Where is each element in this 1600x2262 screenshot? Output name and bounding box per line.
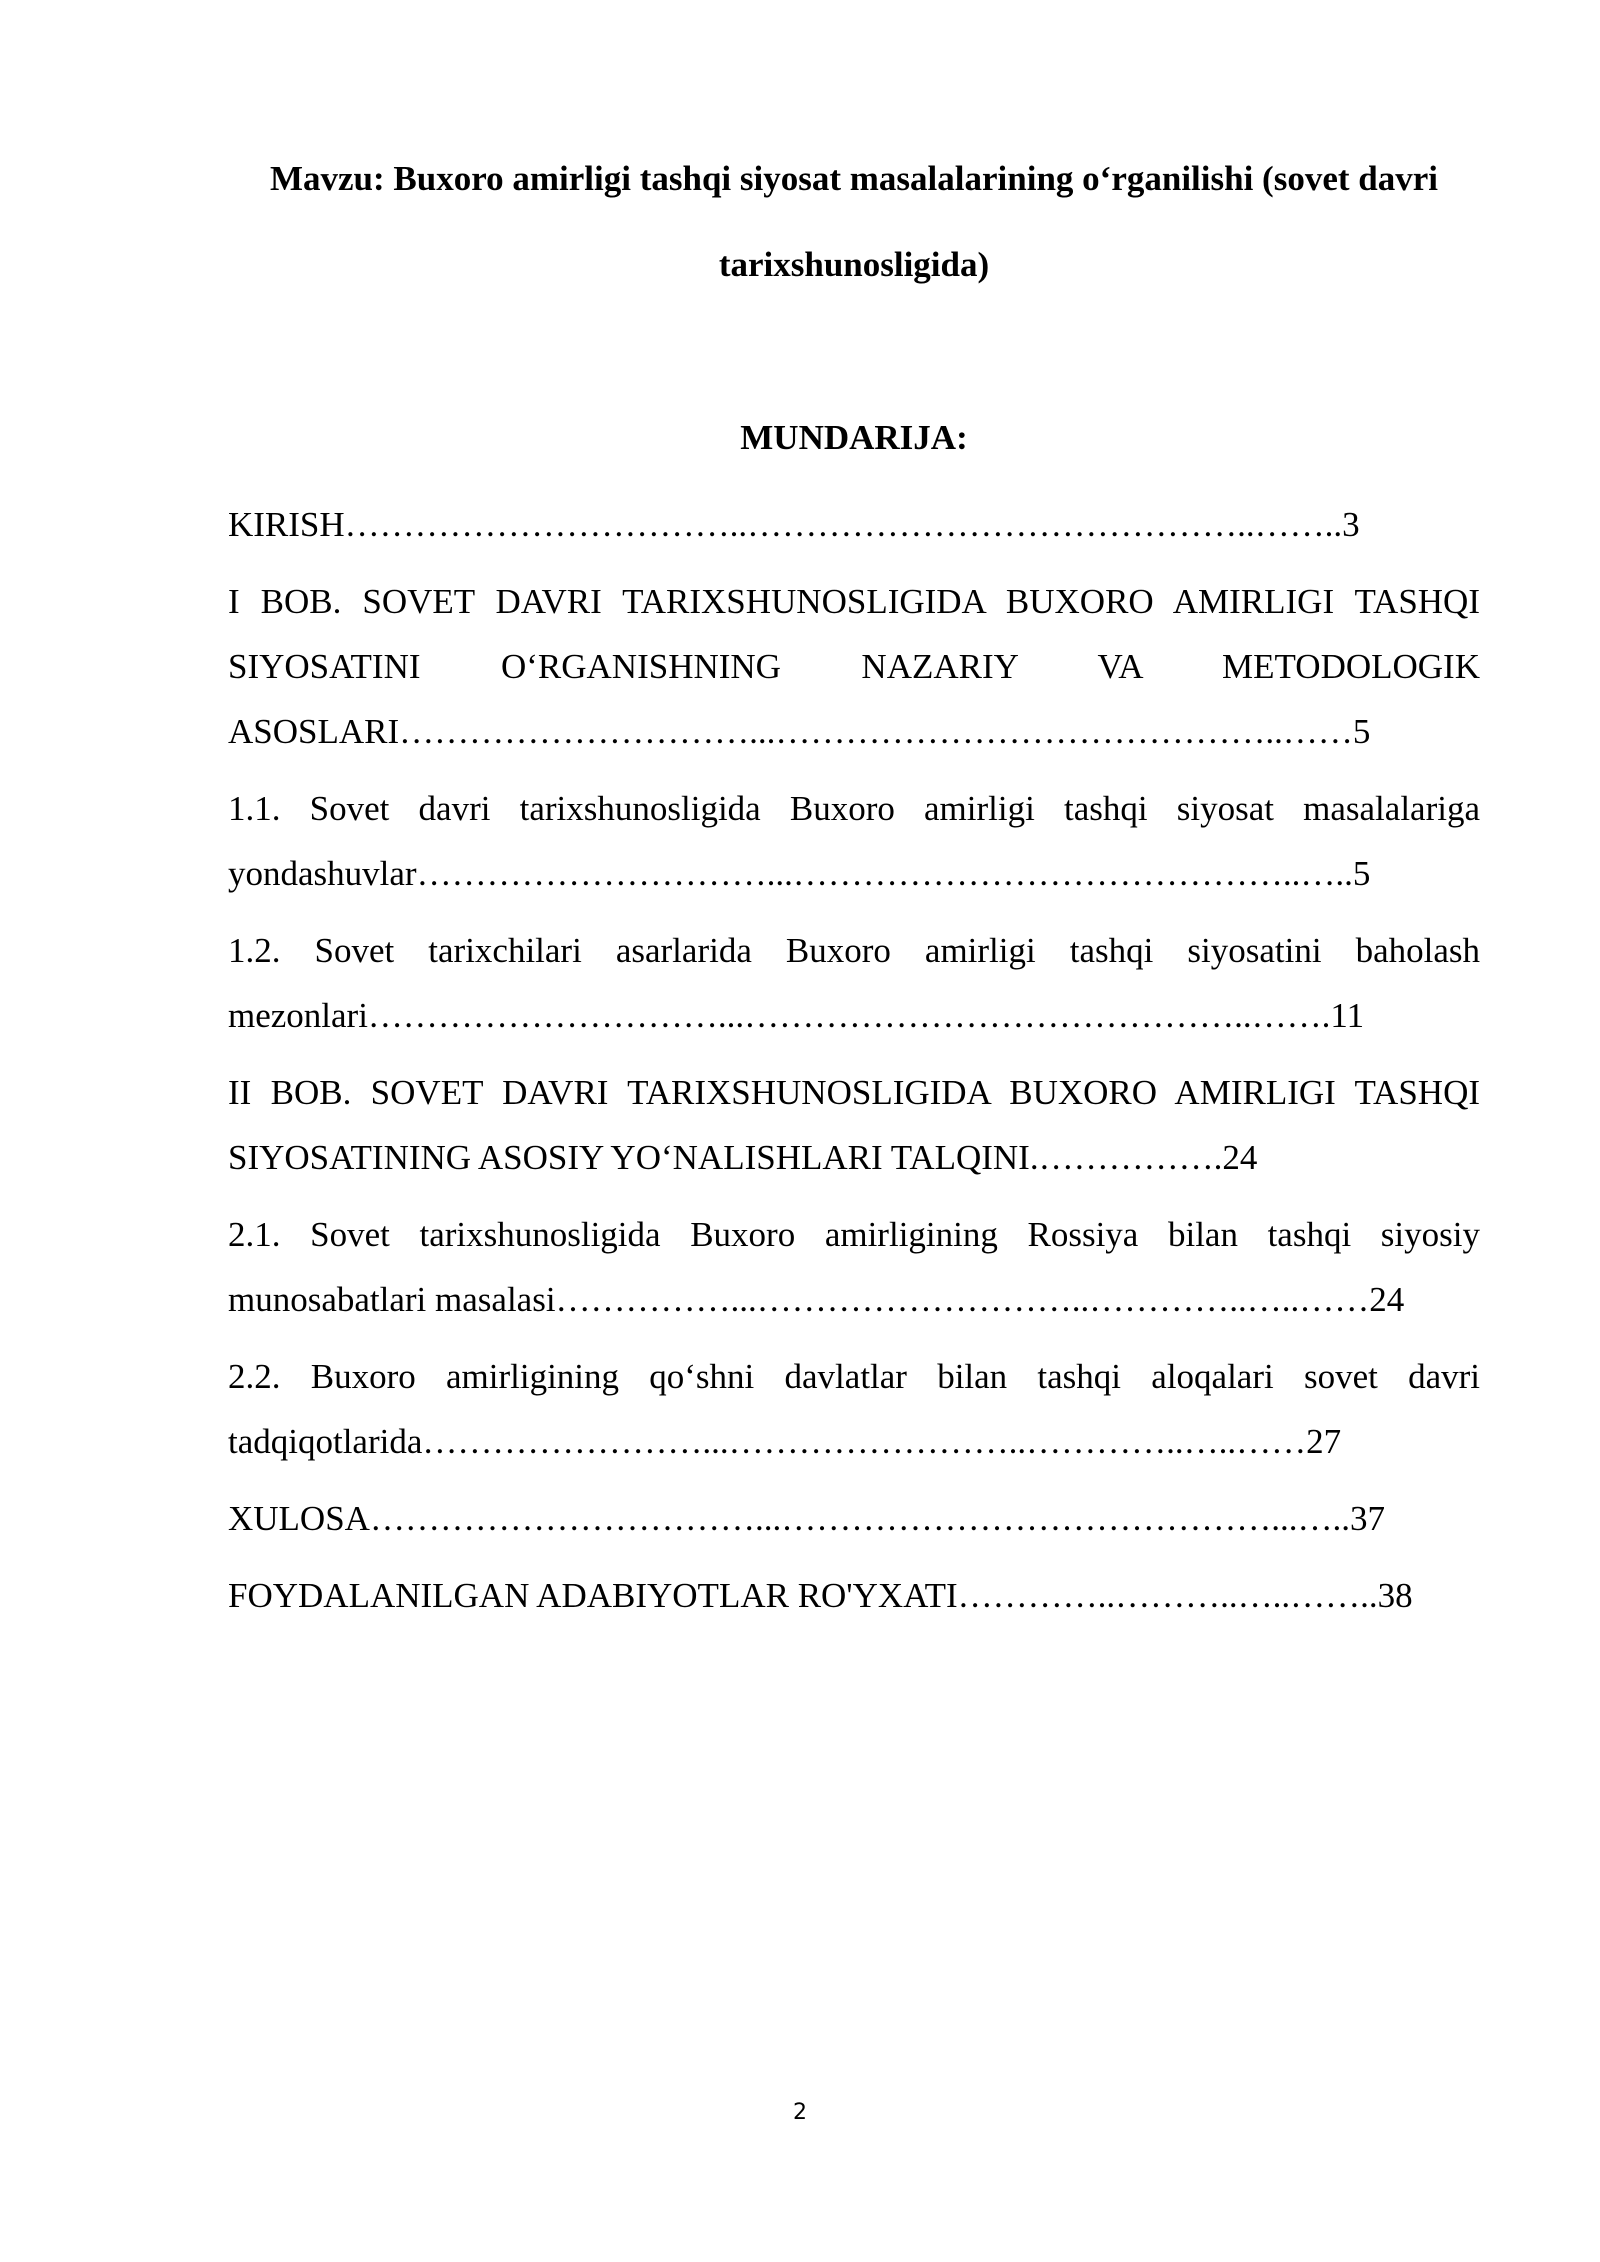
toc-heading: MUNDARIJA: [740,418,968,457]
toc-entry-references: FOYDALANILGAN ADABIYOTLAR RO'YXATI…………..………..…..……..38 [228,1576,1413,1615]
toc-entry-section-1-2: 1.2. Sovet tarixchilari asarlarida Buxoro amirligi tashqi siyosatini baholash mezonlari…………………………...……………………………………..…….11 [228,931,1480,1035]
document-topic: Mavzu: Buxoro amirligi tashqi siyosat masalalarining o‘rganilishi (sovet davri tarixshunosligida) [269,159,1438,284]
table-of-contents [228,492,1480,1640]
toc-entry-section-2-1: 2.1. Sovet tarixshunosligida Buxoro amirligining Rossiya bilan tashqi siyosiy munosabatlari masalasi……………...………………………..…………..…..……24 [228,1215,1480,1319]
toc-entry-section-1-1: 1.1. Sovet davri tarixshunosligida Buxoro amirligi tashqi siyosat masalalariga yondashuvlar…………………………...……………………………………..…..5 [228,789,1480,893]
toc-entry-section-2-2: 2.2. Buxoro amirligining qo‘shni davlatlar bilan tashqi aloqalari sovet davri tadqiqotlarida……………………...……………………..…………..…..……27 [228,1357,1480,1461]
toc-entry-chapter-2: II BOB. SOVET DAVRI TARIXSHUNOSLIGIDA BUXORO AMIRLIGI TASHQI SIYOSATINING ASOSIY YO‘NALISHLARI TALQINI.…………….24 [228,1073,1480,1177]
toc-entry-chapter-1: I BOB. SOVET DAVRI TARIXSHUNOSLIGIDA BUXORO AMIRLIGI TASHQI SIYOSATINI O‘RGANISHNING NAZARIY VA METODOLOGIK ASOSLARI…………………………...……………………………………..……5 [228,582,1480,751]
toc-entry-introduction: KIRISH……………………………..……………………………………..……..3 [228,505,1360,544]
page-number: 2 [793,2100,807,2125]
toc-entry-conclusion: XULOSA……………………………...……………………………………...…..37 [228,1499,1385,1538]
